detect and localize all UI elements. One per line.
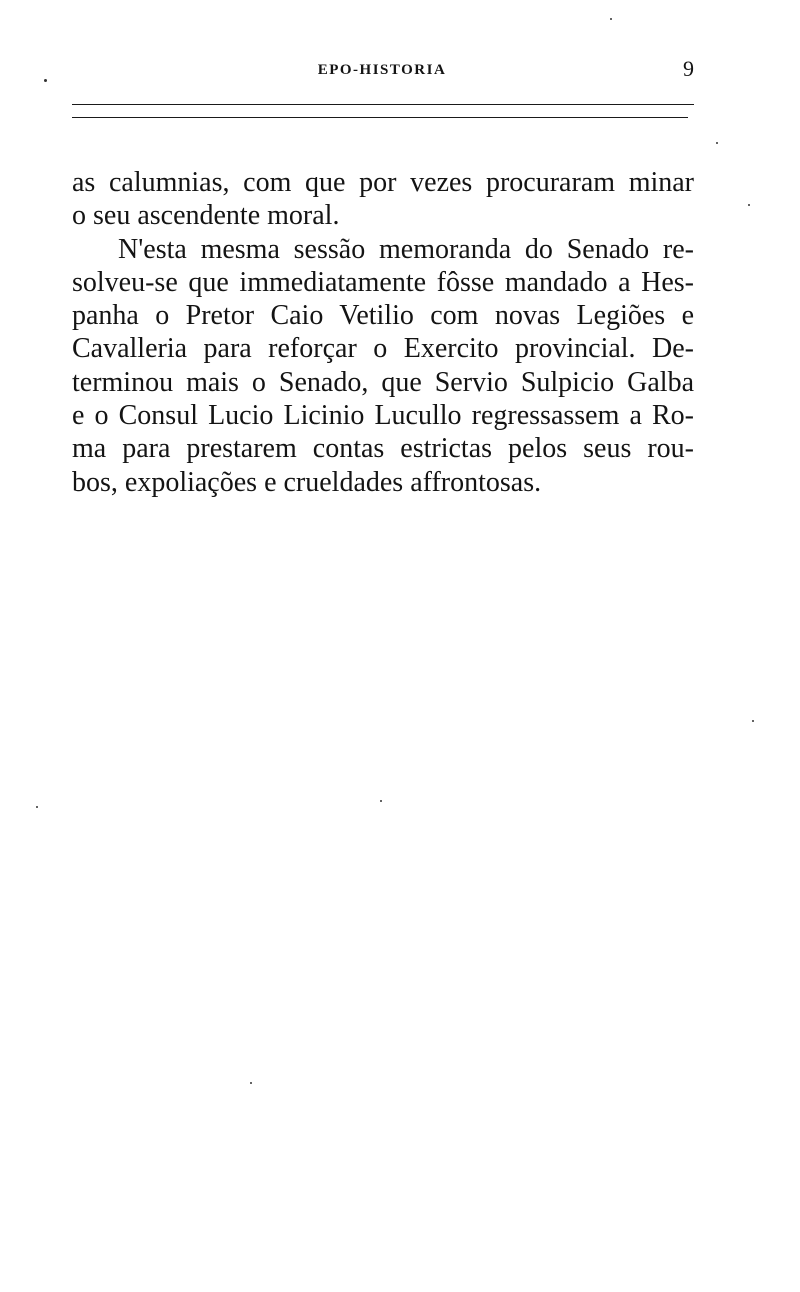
page-number: 9	[683, 56, 694, 81]
scan-speck	[752, 720, 754, 722]
scan-speck	[748, 204, 750, 206]
scan-speck	[44, 79, 47, 82]
text-line: ma para prestarem contas estrictas pelos seus rou-	[72, 433, 694, 465]
header-rule-top	[72, 104, 694, 105]
text-line: terminou mais o Senado, que Servio Sulpicio Galba	[72, 366, 694, 398]
text-line: o seu ascendente moral.	[72, 200, 340, 232]
header-rule-bottom	[72, 117, 688, 118]
body-text	[72, 166, 694, 499]
scan-speck	[36, 806, 38, 808]
text-line: bos, expoliações e crueldades affrontosas.	[72, 466, 542, 498]
running-title: EPO-HISTORIA	[317, 62, 447, 78]
scan-speck	[716, 142, 718, 144]
scan-speck	[380, 800, 382, 802]
paragraph-continuation	[72, 166, 694, 233]
text-line: solveu-se que immediatamente fôsse mandado a Hes-	[72, 266, 694, 298]
paragraph	[72, 233, 694, 499]
text-line: panha o Pretor Caio Vetilio com novas Legiões e	[72, 300, 694, 332]
scan-speck	[610, 18, 612, 20]
text-line: Cavalleria para reforçar o Exercito provincial. De-	[72, 333, 694, 365]
text-line: as calumnias, com que por vezes procuraram minar	[72, 167, 694, 198]
text-line: N'esta mesma sessão memoranda do Senado re-	[118, 233, 694, 265]
scan-speck	[250, 1082, 252, 1084]
text-line: e o Consul Lucio Licinio Lucullo regressassem a Ro-	[72, 400, 694, 432]
